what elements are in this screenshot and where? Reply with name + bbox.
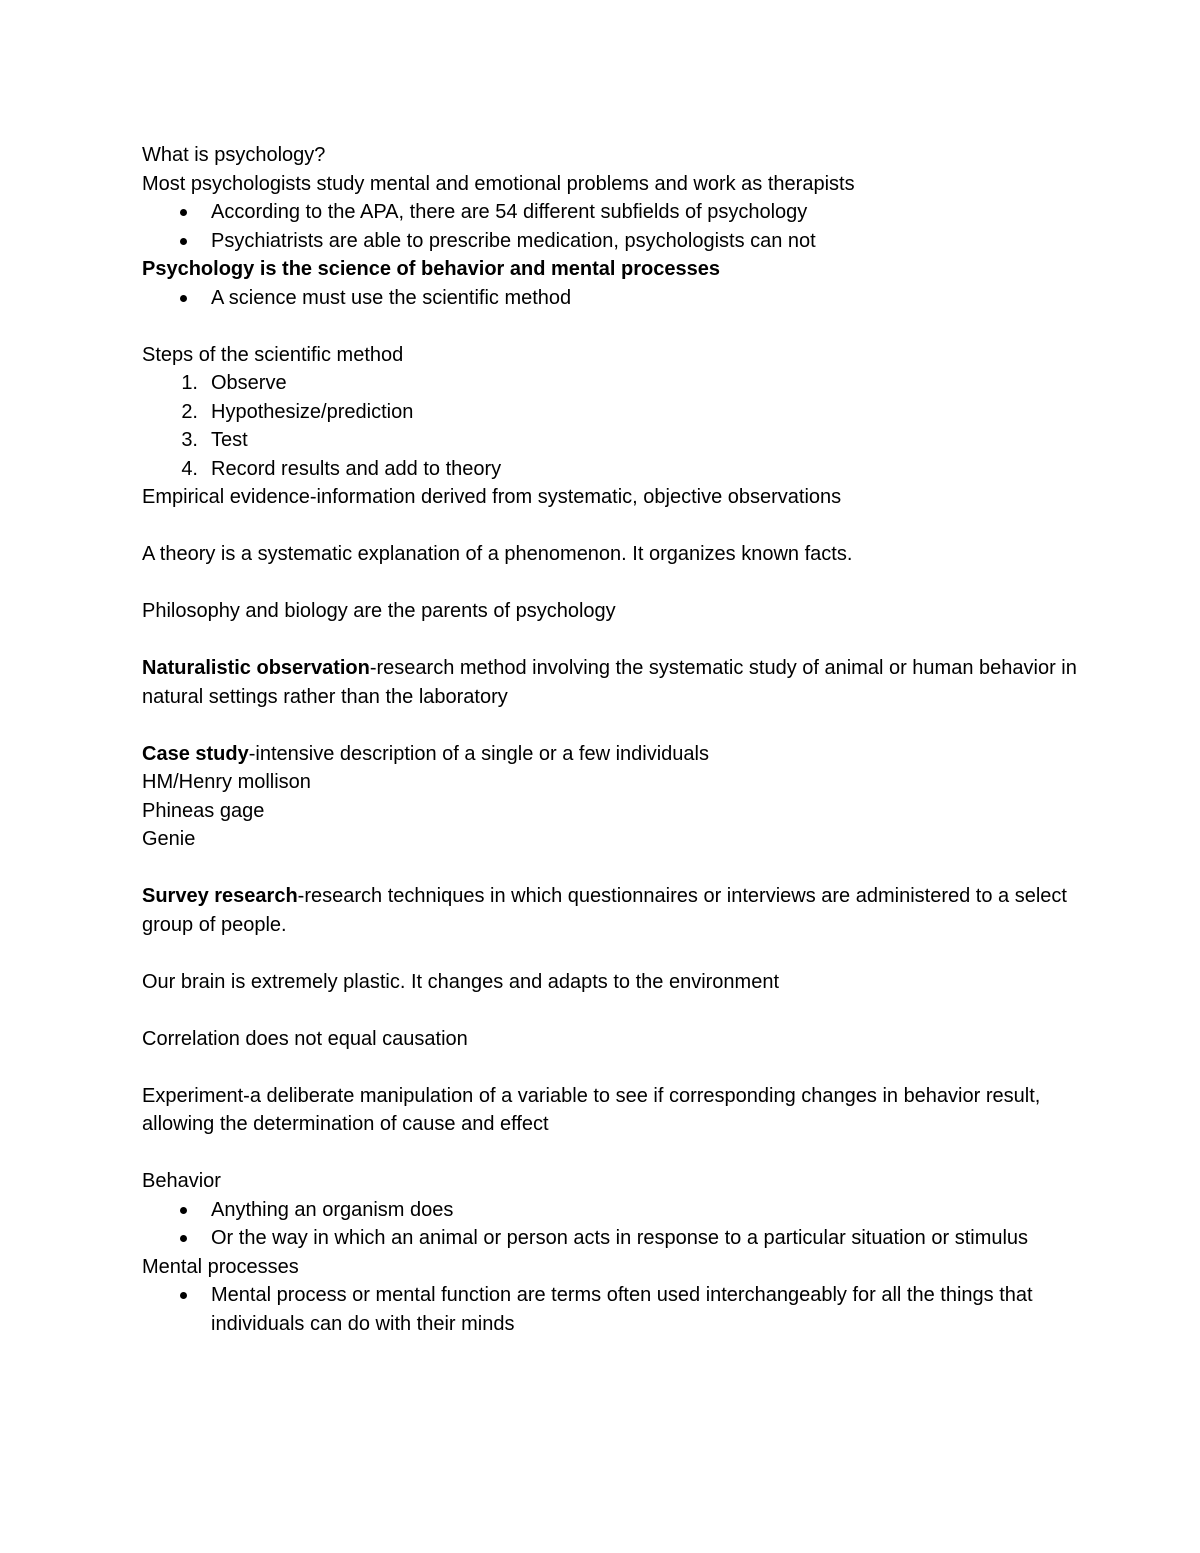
bullet-list-science xyxy=(142,284,1082,313)
document-body xyxy=(142,141,1082,1338)
list-text: Hypothesize/prediction xyxy=(211,400,414,423)
list-item: Psychiatrists are able to prescribe medication, psychologists can not xyxy=(142,227,1082,256)
list-item: A science must use the scientific method xyxy=(142,284,1082,313)
list-item: Or the way in which an animal or person acts in response to a particular situation or stimulus xyxy=(142,1224,1082,1253)
case-example: Phineas gage xyxy=(142,799,265,822)
list-item xyxy=(142,369,1082,398)
term-naturalistic: Naturalistic observation xyxy=(142,657,370,679)
paragraph-empirical: Empirical evidence-information derived from systematic, objective observations xyxy=(142,486,842,508)
list-item xyxy=(142,398,1082,427)
bullet-list-behavior xyxy=(142,1196,1082,1253)
paragraph-experiment: Experiment-a deliberate manipulation of a variable to see if corresponding changes in behavior result, allowing the determination of cause and effect xyxy=(142,1084,1041,1135)
definition-psychology xyxy=(142,255,1082,284)
paragraph-naturalistic xyxy=(142,654,1082,711)
paragraph-correlation: Correlation does not equal causation xyxy=(142,1027,468,1050)
term-survey: Survey research xyxy=(142,885,298,907)
list-text: Test xyxy=(211,429,248,451)
bullet-list-psychology-facts xyxy=(142,198,1082,255)
list-text: Observe xyxy=(211,372,287,394)
definition-case-study: -intensive description of a single or a few individuals xyxy=(248,742,709,765)
list-item: According to the APA, there are 54 different subfields of psychology xyxy=(142,198,1082,227)
list-number: 3. xyxy=(181,429,198,451)
behavior-heading: Behavior xyxy=(142,1170,221,1192)
list-number: 2. xyxy=(181,400,198,423)
numbered-list-steps xyxy=(142,369,1082,483)
steps-heading: Steps of the scientific method xyxy=(142,343,404,366)
paragraph-parents: Philosophy and biology are the parents of psychology xyxy=(142,600,616,622)
case-example: HM/Henry mollison xyxy=(142,771,311,793)
paragraph-psychologists: Most psychologists study mental and emotional problems and work as therapists xyxy=(142,172,855,195)
mental-processes-heading: Mental processes xyxy=(142,1255,299,1278)
list-number: 1. xyxy=(181,372,198,394)
bullet-list-mental xyxy=(142,1281,1082,1338)
paragraph-theory: A theory is a systematic explanation of a phenomenon. It organizes known facts. xyxy=(142,543,853,565)
case-example: Genie xyxy=(142,828,196,850)
definition-naturalistic: -research method involving the systematic study of animal or human behavior in natural settings rather than the laboratory xyxy=(142,657,1077,708)
list-item xyxy=(142,455,1082,484)
list-item xyxy=(142,426,1082,455)
list-text: Record results and add to theory xyxy=(211,457,502,480)
term-case-study: Case study xyxy=(142,742,249,765)
paragraph-case-study xyxy=(142,740,1082,769)
list-number: 4. xyxy=(181,457,198,480)
list-item: Mental process or mental function are terms often used interchangeably for all the things that individuals can do with their minds xyxy=(142,1281,1082,1338)
bold-definition: Psychology is the science of behavior and mental processes xyxy=(142,258,720,280)
list-item: Anything an organism does xyxy=(142,1196,1082,1225)
definition-survey: -research techniques in which questionnaires or interviews are administered to a select group of people. xyxy=(142,885,1067,936)
paragraph-survey xyxy=(142,882,1082,939)
paragraph-brain: Our brain is extremely plastic. It changes and adapts to the environment xyxy=(142,970,780,993)
question-heading: What is psychology? xyxy=(142,144,326,166)
